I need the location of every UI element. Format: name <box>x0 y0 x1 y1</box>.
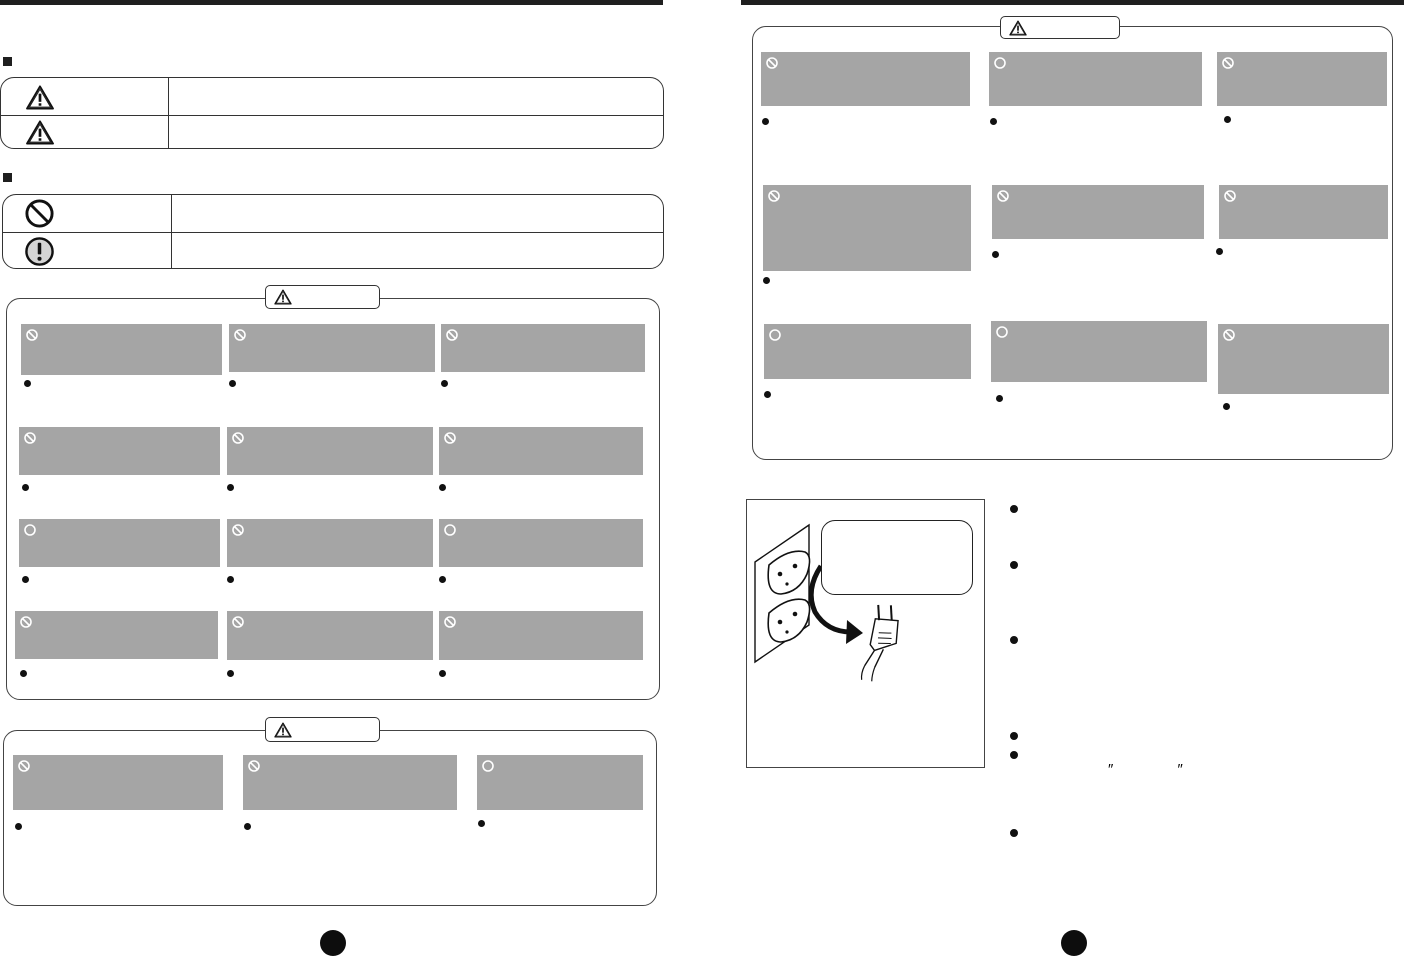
bullet-dot <box>990 118 997 125</box>
safety-card-header <box>439 611 643 660</box>
bullet-dot <box>439 670 446 677</box>
warning-triangle-icon <box>1009 20 1027 36</box>
prohibited-icon <box>1221 56 1235 70</box>
safety-card-header <box>764 324 971 379</box>
left-page-top-rule <box>0 0 663 5</box>
safety-card-header <box>15 611 218 659</box>
bullet-dot <box>1224 116 1231 123</box>
safety-card-header <box>227 427 433 475</box>
safety-card-header <box>1217 52 1387 106</box>
safety-card-header <box>19 427 220 475</box>
left-page-number <box>320 930 346 956</box>
safety-card-header <box>761 52 970 106</box>
safety-card-header <box>439 427 643 475</box>
prohibited-icon <box>996 189 1010 203</box>
instruction-bullet <box>1010 505 1018 513</box>
bullet-dot <box>1216 248 1223 255</box>
right-page-number <box>1061 930 1087 956</box>
prohibited-icon <box>233 328 247 342</box>
prohibited-icon <box>247 759 261 773</box>
safety-card-header <box>763 185 971 271</box>
mandatory-icon <box>768 328 782 342</box>
bullet-dot <box>439 576 446 583</box>
instruction-bullet <box>1010 829 1018 837</box>
safety-card-header <box>19 519 220 567</box>
prohibited-icon <box>17 759 31 773</box>
bullet-dot <box>478 820 485 827</box>
hazard-legend-table <box>0 77 664 149</box>
mandatory-icon <box>443 523 457 537</box>
safety-card-header <box>477 755 643 810</box>
instruction-bullet <box>1010 636 1018 644</box>
bullet-dot <box>764 391 771 398</box>
warning-triangle-icon <box>25 85 55 110</box>
legend-row-divider <box>3 232 663 233</box>
bullet-dot <box>996 395 1003 402</box>
legend-column-divider <box>168 78 169 148</box>
prohibited-icon <box>23 431 37 445</box>
safety-card-header <box>439 519 643 567</box>
bullet-dot <box>227 576 234 583</box>
bullet-dot <box>439 484 446 491</box>
bullet-dot <box>20 670 27 677</box>
instruction-text: ″ ″ <box>1108 761 1183 778</box>
prohibited-icon <box>1222 328 1236 342</box>
prohibited-icon <box>443 431 457 445</box>
prohibited-icon <box>19 615 33 629</box>
symbol-legend-table <box>2 194 664 269</box>
bullet-dot <box>22 576 29 583</box>
prohibited-icon <box>765 56 779 70</box>
prohibited-icon <box>231 523 245 537</box>
safety-card-header <box>991 321 1207 382</box>
warning-triangle-icon <box>274 722 292 738</box>
bullet-dot <box>992 251 999 258</box>
safety-card-header <box>1219 185 1388 239</box>
bullet-dot <box>441 380 448 387</box>
bullet-dot <box>24 380 31 387</box>
bullet-dot <box>762 118 769 125</box>
bullet-dot <box>15 823 22 830</box>
symbol-legend-section-marker <box>3 173 12 182</box>
mandatory-icon <box>23 523 37 537</box>
mandatory-icon <box>993 56 1007 70</box>
warning-triangle-icon <box>274 289 292 305</box>
plug-callout-bubble <box>821 520 973 595</box>
safety-card-header <box>13 755 223 810</box>
bullet-dot <box>22 484 29 491</box>
prohibited-icon <box>231 615 245 629</box>
mandatory-icon <box>481 759 495 773</box>
left-caution-panel-tab <box>265 717 380 742</box>
instruction-bullet <box>1010 561 1018 569</box>
prohibited-icon <box>25 328 39 342</box>
safety-card-header <box>243 755 457 810</box>
bullet-dot <box>227 484 234 491</box>
bullet-dot <box>763 277 770 284</box>
safety-card-header <box>1218 324 1389 394</box>
left-warning-panel-tab <box>265 285 380 309</box>
prohibited-icon <box>1223 189 1237 203</box>
bullet-dot <box>229 380 236 387</box>
legend-row-divider <box>1 115 663 116</box>
hazard-legend-section-marker <box>3 57 12 66</box>
right-warning-panel-tab <box>1000 16 1120 39</box>
safety-card-header <box>227 611 433 660</box>
warning-triangle-icon <box>25 120 55 145</box>
prohibited-icon <box>767 189 781 203</box>
safety-card-header <box>21 324 222 375</box>
bullet-dot <box>244 823 251 830</box>
safety-card-header <box>227 519 433 567</box>
safety-card-header <box>992 185 1204 239</box>
bullet-dot <box>1223 403 1230 410</box>
instruction-bullet <box>1010 732 1018 740</box>
prohibited-icon <box>445 328 459 342</box>
safety-card-header <box>441 324 645 372</box>
mandatory-icon <box>995 325 1009 339</box>
prohibited-icon <box>231 431 245 445</box>
safety-card-header <box>229 324 435 372</box>
prohibited-icon <box>443 615 457 629</box>
legend-column-divider <box>171 195 172 268</box>
instruction-bullet <box>1010 751 1018 759</box>
bullet-dot <box>227 670 234 677</box>
prohibited-icon <box>24 198 55 229</box>
right-page-top-rule <box>741 0 1404 5</box>
mandatory-icon <box>24 236 55 267</box>
safety-card-header <box>989 52 1202 106</box>
